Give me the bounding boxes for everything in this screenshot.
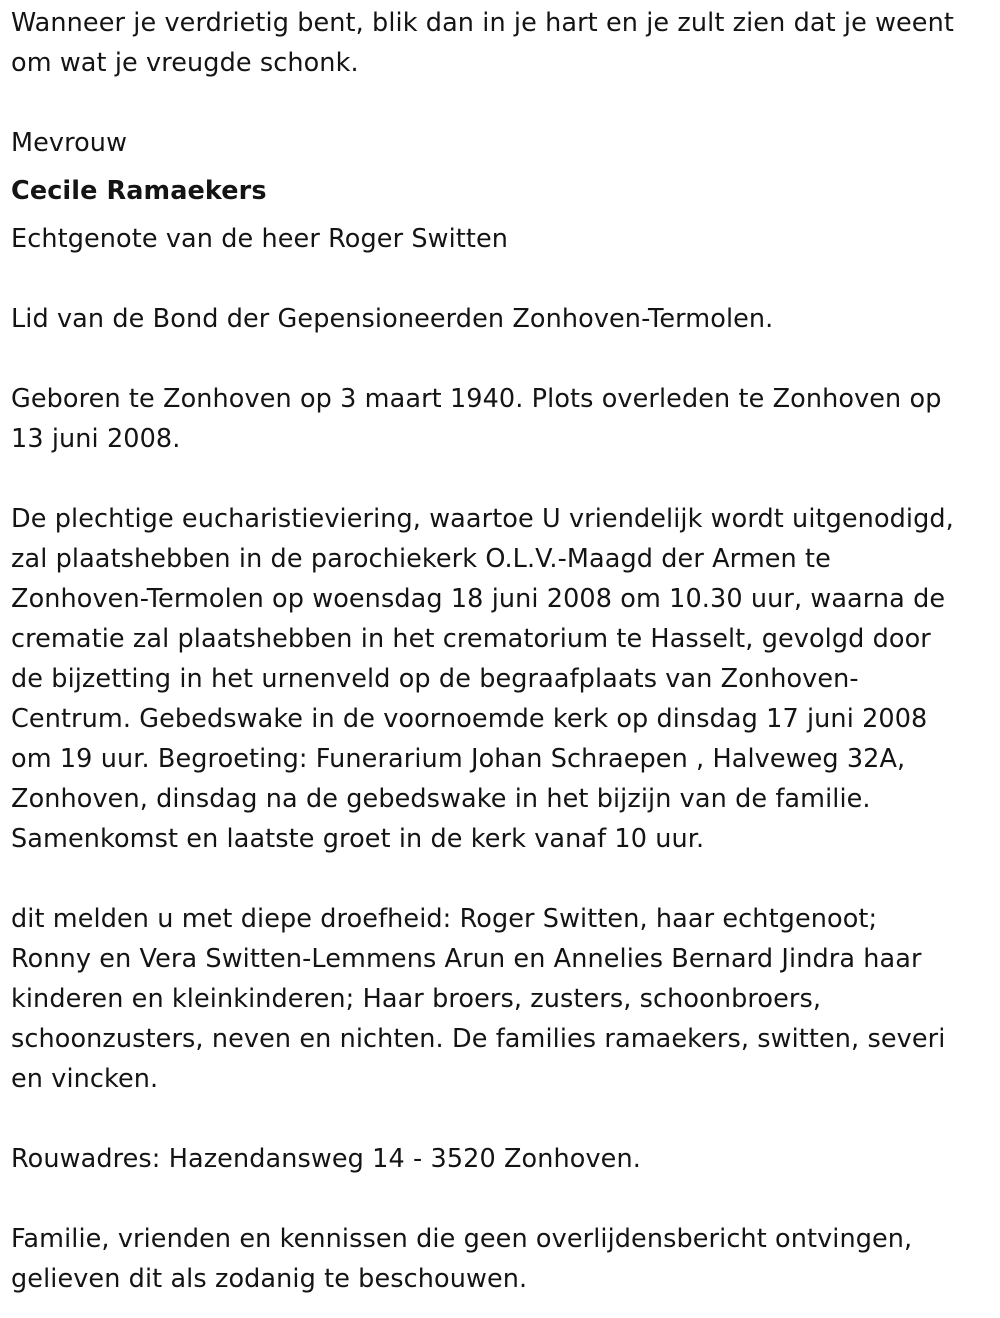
spacer	[11, 339, 991, 379]
ceremony-line: crematie zal plaatshebben in het crematorium te Hasselt, gevolgd door	[11, 624, 931, 654]
ceremony-paragraph	[11, 499, 991, 859]
family-line: kinderen en kleinkinderen; Haar broers, zusters, schoonbroers,	[11, 984, 822, 1014]
spacer	[11, 1099, 991, 1139]
closing-paragraph	[11, 1219, 991, 1299]
family-line: schoonzusters, neven en nichten. De families ramaekers, switten, severi	[11, 1024, 946, 1054]
quote-line: om wat je vreugde schonk.	[11, 48, 359, 78]
dates-line: 13 juni 2008.	[11, 424, 181, 454]
spacer	[11, 859, 991, 899]
family-line: en vincken.	[11, 1064, 159, 1094]
family-line: Ronny en Vera Switten-Lemmens Arun en Annelies Bernard Jindra haar	[11, 944, 922, 974]
membership-line: Lid van de Bond der Gepensioneerden Zonhoven-Termolen.	[11, 304, 774, 334]
ceremony-line: de bijzetting in het urnenveld op de begraafplaats van Zonhoven-	[11, 664, 859, 694]
ceremony-line: zal plaatshebben in de parochiekerk O.L.V.-Maagd der Armen te	[11, 544, 831, 574]
address-line: Rouwadres: Hazendansweg 14 - 3520 Zonhoven.	[11, 1144, 641, 1174]
quote-line: Wanneer je verdrietig bent, blik dan in je hart en je zult zien dat je weent	[11, 8, 954, 38]
spacer	[11, 259, 991, 299]
spacer	[11, 1179, 991, 1219]
obituary-document	[11, 3, 991, 1299]
ceremony-line: om 19 uur. Begroeting: Funerarium Johan Schraepen , Halveweg 32A,	[11, 744, 906, 774]
deceased-block	[11, 123, 991, 259]
closing-line: Familie, vrienden en kennissen die geen overlijdensbericht ontvingen,	[11, 1224, 913, 1254]
spacer	[11, 83, 991, 123]
spacer	[11, 459, 991, 499]
membership-paragraph	[11, 299, 991, 339]
deceased-relation: Echtgenote van de heer Roger Switten	[11, 224, 509, 254]
address-paragraph	[11, 1139, 991, 1179]
family-line: dit melden u met diepe droefheid: Roger Switten, haar echtgenoot;	[11, 904, 878, 934]
dates-paragraph	[11, 379, 991, 459]
ceremony-line: Zonhoven-Termolen op woensdag 18 juni 2008 om 10.30 uur, waarna de	[11, 584, 946, 614]
dates-line: Geboren te Zonhoven op 3 maart 1940. Plots overleden te Zonhoven op	[11, 384, 942, 414]
closing-line: gelieven dit als zodanig te beschouwen.	[11, 1264, 528, 1294]
ceremony-line: Samenkomst en laatste groet in de kerk vanaf 10 uur.	[11, 824, 705, 854]
salutation: Mevrouw	[11, 128, 128, 158]
quote-paragraph	[11, 3, 991, 83]
ceremony-line: De plechtige eucharistieviering, waartoe U vriendelijk wordt uitgenodigd,	[11, 504, 954, 534]
deceased-name: Cecile Ramaekers	[11, 176, 267, 206]
ceremony-line: Centrum. Gebedswake in de voornoemde kerk op dinsdag 17 juni 2008	[11, 704, 928, 734]
family-paragraph	[11, 899, 991, 1099]
ceremony-line: Zonhoven, dinsdag na de gebedswake in het bijzijn van de familie.	[11, 784, 871, 814]
